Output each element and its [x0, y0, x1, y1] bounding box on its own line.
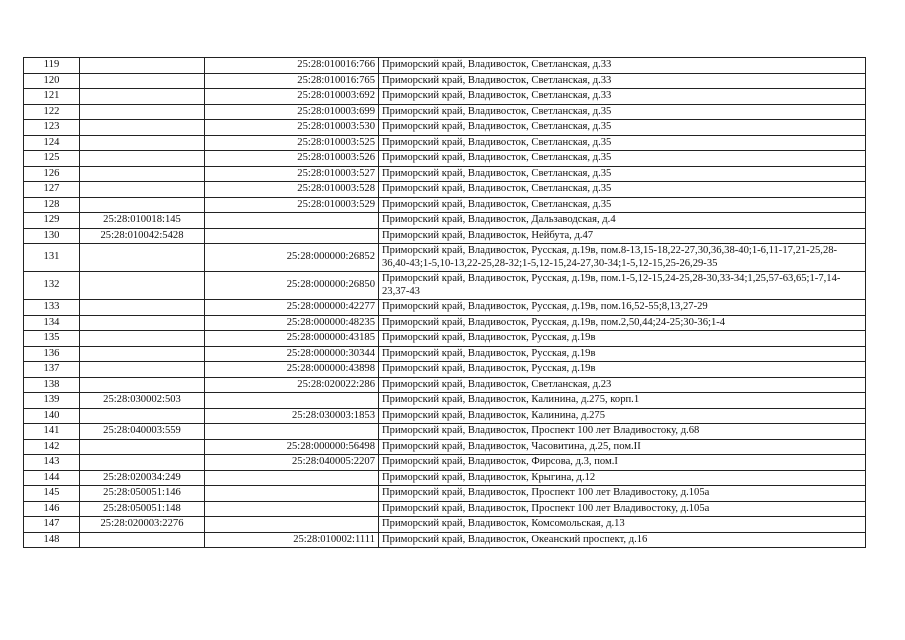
cadastral-number-cell	[80, 151, 205, 167]
table-row	[24, 377, 866, 393]
address-cell: Приморский край, Владивосток, Комсомольская, д.13	[379, 517, 866, 533]
table-row	[24, 300, 866, 316]
cadastral-number-alt-cell: 25:28:010002:1111	[205, 532, 379, 548]
cadastral-number-alt-cell: 25:28:040005:2207	[205, 455, 379, 471]
cadastral-number-cell	[80, 362, 205, 378]
table-row	[24, 362, 866, 378]
address-cell: Приморский край, Владивосток, Нейбута, д.47	[379, 228, 866, 244]
cadastral-number-alt-cell: 25:28:000000:26850	[205, 272, 379, 300]
row-number-cell: 129	[24, 213, 80, 229]
cadastral-number-alt-cell	[205, 228, 379, 244]
row-number-cell: 120	[24, 73, 80, 89]
cadastral-number-cell: 25:28:050051:146	[80, 486, 205, 502]
address-cell: Приморский край, Владивосток, Светланская, д.23	[379, 377, 866, 393]
cadastral-number-cell: 25:28:050051:148	[80, 501, 205, 517]
address-cell: Приморский край, Владивосток, Проспект 100 лет Владивостоку, д.105а	[379, 486, 866, 502]
table-row	[24, 244, 866, 272]
cadastral-number-alt-cell: 25:28:000000:30344	[205, 346, 379, 362]
address-cell: Приморский край, Владивосток, Светланская, д.33	[379, 58, 866, 74]
address-cell: Приморский край, Владивосток, Светланская, д.35	[379, 151, 866, 167]
cadastral-number-alt-cell: 25:28:000000:26852	[205, 244, 379, 272]
cadastral-number-alt-cell: 25:28:010003:692	[205, 89, 379, 105]
row-number-cell: 134	[24, 315, 80, 331]
row-number-cell: 139	[24, 393, 80, 409]
cadastral-number-cell	[80, 331, 205, 347]
row-number-cell: 141	[24, 424, 80, 440]
cadastral-number-alt-cell: 25:28:000000:43185	[205, 331, 379, 347]
cadastral-number-cell	[80, 104, 205, 120]
address-cell: Приморский край, Владивосток, Светланская, д.35	[379, 182, 866, 198]
address-cell: Приморский край, Владивосток, Русская, д.19в, пом.8-13,15-18,22-27,30,36,38-40;1-6,11-17,21-25,28-36,40-43;1-5,10-13,22-25,28-32;1-5,12-15,24-27,30-34;1-5,12-15,25-26,29-35	[379, 244, 866, 272]
cadastral-number-alt-cell: 25:28:000000:48235	[205, 315, 379, 331]
table-row	[24, 408, 866, 424]
address-cell: Приморский край, Владивосток, Светланская, д.35	[379, 166, 866, 182]
table-row	[24, 315, 866, 331]
cadastral-number-cell	[80, 58, 205, 74]
table-row	[24, 532, 866, 548]
table-row	[24, 89, 866, 105]
cadastral-number-cell: 25:28:030002:503	[80, 393, 205, 409]
table-row	[24, 455, 866, 471]
cadastral-number-cell	[80, 455, 205, 471]
row-number-cell: 126	[24, 166, 80, 182]
row-number-cell: 146	[24, 501, 80, 517]
address-cell: Приморский край, Владивосток, Русская, д.19в	[379, 362, 866, 378]
row-number-cell: 136	[24, 346, 80, 362]
cadastral-number-alt-cell: 25:28:010016:766	[205, 58, 379, 74]
row-number-cell: 127	[24, 182, 80, 198]
address-cell: Приморский край, Владивосток, Светланская, д.35	[379, 135, 866, 151]
cadastral-number-cell	[80, 244, 205, 272]
cadastral-number-cell	[80, 120, 205, 136]
cadastral-number-alt-cell: 25:28:010003:530	[205, 120, 379, 136]
row-number-cell: 124	[24, 135, 80, 151]
address-cell: Приморский край, Владивосток, Светланская, д.35	[379, 120, 866, 136]
row-number-cell: 138	[24, 377, 80, 393]
table-row	[24, 439, 866, 455]
table-row	[24, 58, 866, 74]
address-cell: Приморский край, Владивосток, Светланская, д.33	[379, 73, 866, 89]
table-row	[24, 197, 866, 213]
address-cell: Приморский край, Владивосток, Калинина, д.275, корп.1	[379, 393, 866, 409]
cadastral-number-cell	[80, 408, 205, 424]
cadastral-number-alt-cell: 25:28:010016:765	[205, 73, 379, 89]
table-row	[24, 166, 866, 182]
cadastral-number-cell	[80, 272, 205, 300]
table-row	[24, 470, 866, 486]
row-number-cell: 148	[24, 532, 80, 548]
row-number-cell: 135	[24, 331, 80, 347]
address-cell: Приморский край, Владивосток, Часовитина, д.25, пом.II	[379, 439, 866, 455]
cadastral-number-cell	[80, 182, 205, 198]
cadastral-number-cell	[80, 315, 205, 331]
cadastral-number-alt-cell: 25:28:010003:527	[205, 166, 379, 182]
cadastral-number-cell	[80, 377, 205, 393]
table-row	[24, 73, 866, 89]
property-register-table	[23, 57, 866, 548]
address-cell: Приморский край, Владивосток, Калинина, д.275	[379, 408, 866, 424]
cadastral-number-alt-cell	[205, 424, 379, 440]
address-cell: Приморский край, Владивосток, Крыгина, д.12	[379, 470, 866, 486]
cadastral-number-alt-cell: 25:28:020022:286	[205, 377, 379, 393]
address-cell: Приморский край, Владивосток, Русская, д.19в	[379, 331, 866, 347]
row-number-cell: 133	[24, 300, 80, 316]
address-cell: Приморский край, Владивосток, Проспект 100 лет Владивостоку, д.68	[379, 424, 866, 440]
table-row	[24, 135, 866, 151]
address-cell: Приморский край, Владивосток, Русская, д.19в, пом.1-5,12-15,24-25,28-30,33-34;1,25,57-63,65;1-7,14-23,37-43	[379, 272, 866, 300]
cadastral-number-alt-cell	[205, 393, 379, 409]
table-row	[24, 272, 866, 300]
table-row	[24, 213, 866, 229]
row-number-cell: 147	[24, 517, 80, 533]
cadastral-number-alt-cell: 25:28:000000:42277	[205, 300, 379, 316]
address-cell: Приморский край, Владивосток, Проспект 100 лет Владивостоку, д.105а	[379, 501, 866, 517]
address-cell: Приморский край, Владивосток, Светланская, д.35	[379, 197, 866, 213]
register-table-body	[24, 58, 866, 548]
cadastral-number-cell: 25:28:040003:559	[80, 424, 205, 440]
row-number-cell: 119	[24, 58, 80, 74]
cadastral-number-cell	[80, 89, 205, 105]
cadastral-number-alt-cell: 25:28:010003:525	[205, 135, 379, 151]
cadastral-number-cell	[80, 135, 205, 151]
row-number-cell: 123	[24, 120, 80, 136]
cadastral-number-cell	[80, 532, 205, 548]
table-row	[24, 151, 866, 167]
cadastral-number-cell: 25:28:010018:145	[80, 213, 205, 229]
row-number-cell: 142	[24, 439, 80, 455]
cadastral-number-cell	[80, 346, 205, 362]
row-number-cell: 145	[24, 486, 80, 502]
cadastral-number-alt-cell	[205, 501, 379, 517]
cadastral-number-alt-cell: 25:28:010003:699	[205, 104, 379, 120]
table-row	[24, 424, 866, 440]
row-number-cell: 121	[24, 89, 80, 105]
cadastral-number-cell	[80, 73, 205, 89]
table-row	[24, 182, 866, 198]
cadastral-number-alt-cell: 25:28:010003:528	[205, 182, 379, 198]
cadastral-number-cell: 25:28:020003:2276	[80, 517, 205, 533]
table-row	[24, 120, 866, 136]
table-row	[24, 517, 866, 533]
cadastral-number-cell: 25:28:010042:5428	[80, 228, 205, 244]
address-cell: Приморский край, Владивосток, Светланская, д.33	[379, 89, 866, 105]
cadastral-number-cell	[80, 439, 205, 455]
table-row	[24, 486, 866, 502]
address-cell: Приморский край, Владивосток, Русская, д.19в, пом.2,50,44;24-25;30-36;1-4	[379, 315, 866, 331]
cadastral-number-alt-cell	[205, 213, 379, 229]
address-cell: Приморский край, Владивосток, Русская, д.19в	[379, 346, 866, 362]
table-row	[24, 346, 866, 362]
cadastral-number-alt-cell	[205, 517, 379, 533]
table-row	[24, 228, 866, 244]
cadastral-number-cell	[80, 166, 205, 182]
cadastral-number-alt-cell	[205, 470, 379, 486]
table-row	[24, 501, 866, 517]
cadastral-number-alt-cell: 25:28:000000:56498	[205, 439, 379, 455]
cadastral-number-alt-cell: 25:28:030003:1853	[205, 408, 379, 424]
address-cell: Приморский край, Владивосток, Дальзаводская, д.4	[379, 213, 866, 229]
row-number-cell: 140	[24, 408, 80, 424]
cadastral-number-alt-cell: 25:28:010003:526	[205, 151, 379, 167]
table-row	[24, 393, 866, 409]
row-number-cell: 128	[24, 197, 80, 213]
cadastral-number-alt-cell	[205, 486, 379, 502]
cadastral-number-cell: 25:28:020034:249	[80, 470, 205, 486]
address-cell: Приморский край, Владивосток, Океанский проспект, д.16	[379, 532, 866, 548]
cadastral-number-cell	[80, 197, 205, 213]
row-number-cell: 144	[24, 470, 80, 486]
table-row	[24, 331, 866, 347]
cadastral-number-cell	[80, 300, 205, 316]
address-cell: Приморский край, Владивосток, Фирсова, д.3, пом.I	[379, 455, 866, 471]
address-cell: Приморский край, Владивосток, Светланская, д.35	[379, 104, 866, 120]
cadastral-number-alt-cell: 25:28:010003:529	[205, 197, 379, 213]
row-number-cell: 122	[24, 104, 80, 120]
table-row	[24, 104, 866, 120]
row-number-cell: 130	[24, 228, 80, 244]
address-cell: Приморский край, Владивосток, Русская, д.19в, пом.16,52-55;8,13,27-29	[379, 300, 866, 316]
row-number-cell: 132	[24, 272, 80, 300]
row-number-cell: 125	[24, 151, 80, 167]
row-number-cell: 131	[24, 244, 80, 272]
cadastral-number-alt-cell: 25:28:000000:43898	[205, 362, 379, 378]
row-number-cell: 143	[24, 455, 80, 471]
row-number-cell: 137	[24, 362, 80, 378]
